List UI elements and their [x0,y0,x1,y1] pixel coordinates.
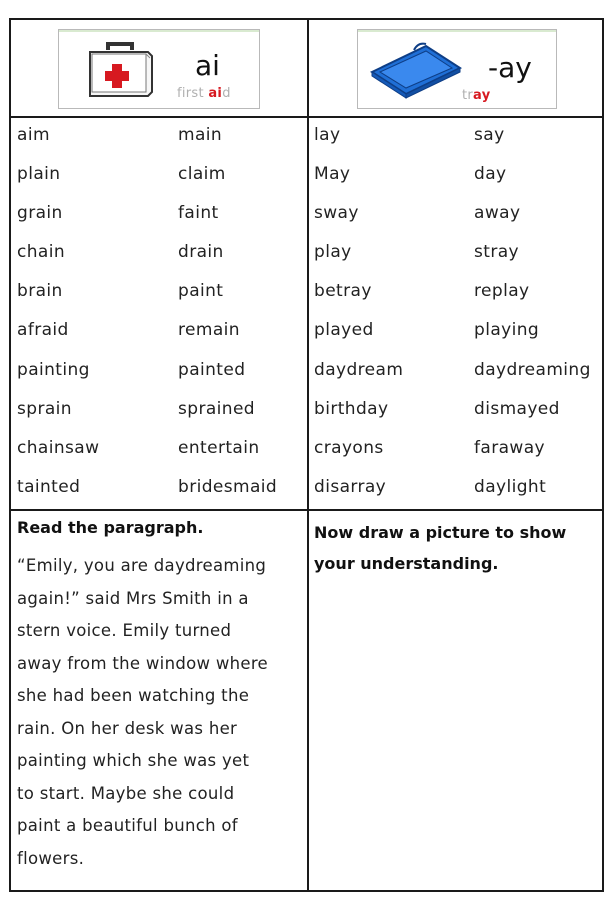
word-list-item: entertain [178,438,260,458]
word-list-item: aim [17,125,50,145]
word-list-item: remain [178,320,240,340]
word-list-item: claim [178,164,226,184]
word-list-item: replay [474,281,530,301]
drawing-prompt [314,517,602,579]
word-list-item: birthday [314,399,389,419]
paragraph-line: she had been watching the [17,686,250,705]
word-list-item: main [178,125,223,145]
header-divider [11,116,602,118]
word-list-item: stray [474,242,519,262]
word-list-item: daylight [474,477,547,497]
word-list-item: daydreaming [474,360,591,380]
ay-phonics-card [357,29,557,109]
worksheet-table [9,18,604,892]
word-list-item: faraway [474,438,545,458]
word-list-item: playing [474,320,540,340]
word-list-item: sprain [17,399,72,419]
paragraph-line: again!” said Mrs Smith in a [17,588,249,608]
word-list-item: paint [178,281,224,301]
word-list-item: day [474,164,507,184]
paragraph-line: paint a beautiful bunch of [17,816,238,835]
paragraph-line: rain. On her desk was her [17,718,238,738]
tray-icon [368,38,468,100]
ai-phonics-card [58,29,260,109]
word-list-item: crayons [314,438,384,458]
word-list-item: daydream [314,360,404,380]
first-aid-kit-icon [84,40,156,100]
word-list-item: drain [178,242,224,262]
word-list-item: sway [314,203,359,223]
paragraph-line: “Emily, you are daydreaming [17,556,267,575]
paragraph-line: to start. Maybe she could [17,783,235,803]
word-list-item: afraid [17,320,69,340]
word-list-item: disarray [314,477,387,497]
word-list-item: chain [17,242,66,262]
word-list-item: away [474,203,521,223]
word-list-item: brain [17,281,63,301]
word-list-item: plain [17,164,61,184]
word-list-item: tainted [17,477,81,497]
paragraph-line: painting which she was yet [17,751,250,770]
column-divider [307,20,309,890]
example-word-tray: tray [462,88,491,103]
word-list-item: May [314,164,351,184]
grapheme-ai: ai [195,49,220,82]
grapheme-ay: -ay [488,51,532,84]
paragraph-line: flowers. [17,848,85,868]
word-list-item: play [314,242,352,262]
prompt-line: your understanding. [314,554,499,573]
section-divider [11,509,602,511]
word-list-item: painting [17,360,90,380]
word-list-item: grain [17,203,63,223]
word-list-item: bridesmaid [178,477,278,497]
prompt-line: Now draw a picture to show [314,523,567,542]
word-list-item: say [474,125,505,145]
reading-heading: Read the paragraph. [17,518,204,537]
word-list-item: betray [314,281,372,301]
word-list-item: painted [178,360,246,380]
word-list-item: chainsaw [17,438,100,458]
word-list-item: played [314,320,374,340]
word-list-item: dismayed [474,399,560,419]
word-list-item: sprained [178,399,256,419]
word-list-item: lay [314,125,341,145]
paragraph-line: stern voice. Emily turned [17,621,232,640]
word-list-item: faint [178,203,219,223]
reading-paragraph [17,550,303,875]
paragraph-line: away from the window where [17,653,269,673]
example-word-first-aid: first aid [177,86,231,101]
